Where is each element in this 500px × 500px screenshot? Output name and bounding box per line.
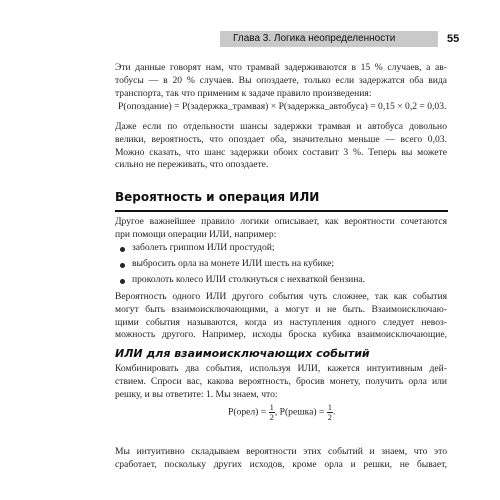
text-line: Эти данные говорят нам, что трамвай задерживаются в 15 % случаев, а ав- (115, 62, 447, 73)
section-rule (115, 210, 448, 212)
text-line: Даже если по отдельности шансы задержки трамвая и автобуса довольно (115, 121, 447, 132)
probability-formula (228, 403, 335, 422)
section-body-text (115, 291, 447, 342)
text-line: ствием. Спроси вас, какова вероятность, бросив монету, получить орла или (115, 375, 447, 387)
text-line: Можно сказать, что шанс задержки обоих составит 3 %. Теперь вы можете (115, 146, 447, 158)
fraction-numerator: 1 (327, 402, 333, 412)
formula-end: . (333, 406, 336, 418)
section-intro (115, 216, 447, 242)
list-item: проколоть колесо ИЛИ столкнуться с нехваткой бензина. (132, 274, 366, 285)
text-line: тобусы — в 20 % случаев. Вы опоздаете, только если задержатся оба вида (115, 74, 447, 86)
product-formula: P(опоздание) = P(задержка_трамвая) × P(задержка_автобуса) = 0,15 × 0,2 = 0,03. (118, 101, 447, 112)
fraction-denominator: 2 (327, 412, 333, 422)
formula-left-label: P(орел) = (228, 406, 269, 418)
text-line: Вероятность одного ИЛИ другого события чуть сложнее, так как события (115, 291, 447, 302)
text-line: Комбинировать два события, используя ИЛИ, кажется интуитивным дей- (115, 363, 447, 374)
formula-right-label: P(решка) = (279, 406, 327, 418)
running-header (0, 24, 500, 54)
text-line: транспорта, так что применим к задаче правило произведения: (115, 87, 372, 99)
fraction-numerator: 1 (269, 402, 274, 412)
closing-paragraph (115, 446, 447, 472)
paragraph-after-formula (115, 121, 447, 172)
list-item: заболеть гриппом ИЛИ простудой; (132, 242, 275, 253)
text-line: Мы интуитивно складываем вероятности этих событий и знаем, что это (115, 446, 447, 457)
text-line: сильно не переживать, что опоздаете. (115, 159, 269, 171)
section-body (115, 245, 447, 283)
text-line: решку, и вы ответите: 1. Мы знаем, что: (115, 388, 278, 400)
fraction-denominator: 2 (269, 412, 274, 422)
subsection-heading: ИЛИ для взаимоисключающих событий (115, 347, 370, 360)
text-line: при помощи операции ИЛИ, например: (115, 228, 277, 240)
text-line: можность другого. Например, исходы броска кубика взаимоисключающие, (115, 329, 447, 341)
text-line: могут быть взаимоисключающими, а могут и не быть. Взаимоисключаю- (115, 303, 447, 315)
text-line: щими события называются, когда из наступления одного следует невоз- (115, 316, 447, 328)
text-line: велики, вероятность, что опоздает оба, значительно меньше — всего 0,03. (115, 133, 447, 145)
formula-separator: , (274, 406, 280, 418)
subsection-paragraph (115, 363, 447, 401)
chapter-title: Глава 3. Логика неопределенности (233, 33, 396, 44)
list-item: выбросить орла на монете ИЛИ шесть на кубике; (132, 258, 335, 269)
page-number: 55 (447, 33, 460, 45)
intro-paragraph (115, 62, 447, 100)
text-line: сработает, поскольку других исходов, кроме орла и решки, не бывает, (115, 458, 447, 470)
section-heading: Вероятность и операция ИЛИ (115, 190, 320, 204)
text-line: Другое важнейшее правило логики описывает, как вероятности сочетаются (115, 216, 447, 227)
